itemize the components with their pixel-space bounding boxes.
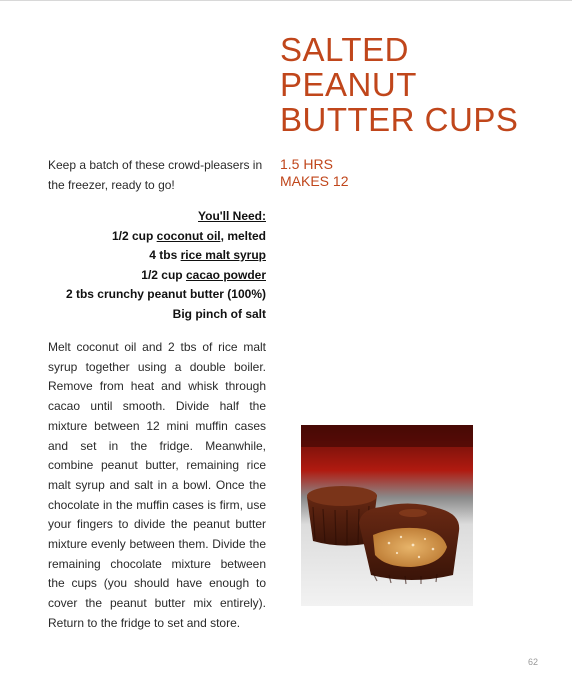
recipe-yield: MAKES 12 (280, 173, 349, 189)
top-rule (0, 0, 572, 1)
prep-time: 1.5 HRS (280, 156, 333, 172)
ingredient-item: 1/2 cup coconut oil, melted (111, 228, 266, 243)
ingredients-heading: You'll Need: (198, 209, 266, 223)
ingredients-list (48, 207, 266, 324)
ingredient-link: coconut oil, (156, 228, 224, 243)
recipe-title (280, 32, 560, 137)
peanut-butter-cups-photo (301, 425, 473, 606)
ingredient-item: Big pinch of salt (172, 306, 266, 321)
page-number: 62 (528, 657, 539, 667)
ingredient-item: 1/2 cup cacao powder (141, 267, 266, 282)
title-line-3: BUTTER CUPS (280, 101, 519, 138)
ingredient-item: 2 tbs crunchy peanut butter (100%) (65, 287, 266, 301)
title-line-1: SALTED (280, 31, 409, 68)
title-line-2: PEANUT (280, 66, 417, 103)
recipe-method: Melt coconut oil and 2 tbs of rice malt syrup together using a double boiler. Remove from heat and whisk through cacao until smooth. Divide half the mixture between 12 mini muffin cases and set in the fridge. Meanwhile, combine peanut butter, remaining rice malt syrup and salt in a bowl. Once the chocolate in the muffin cases is firm, use your fingers to divide the peanut butter mixture evenly between them. Divide the remaining chocolate mixture between the cups (you should have enough to cover the peanut butter mix entirely). Return to the fridge to set and store. (48, 340, 266, 630)
ingredient-link: rice malt syrup (180, 248, 266, 262)
recipe-meta (280, 156, 348, 190)
recipe-intro: Keep a batch of these crowd-pleasers in the freezer, ready to go! (48, 158, 263, 192)
ingredient-link: cacao powder (185, 267, 266, 282)
ingredient-item: 4 tbs rice malt syrup (149, 248, 266, 262)
